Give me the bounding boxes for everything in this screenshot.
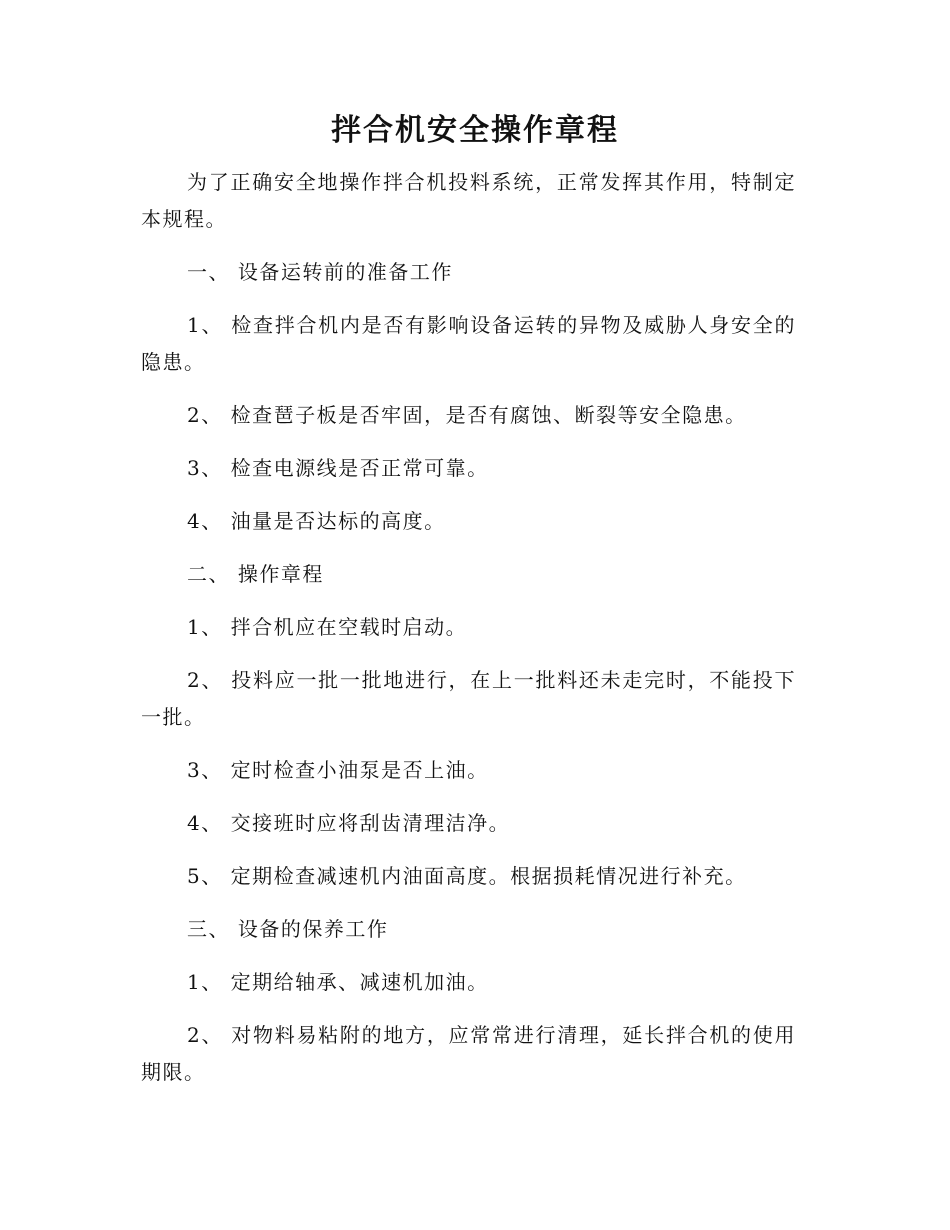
list-item: 4、 交接班时应将刮齿清理洁净。 [187, 811, 511, 835]
list-item: 3、 检查电源线是否正常可靠。 [187, 456, 489, 480]
document-title: 拌合机安全操作章程 [331, 113, 619, 148]
list-item: 1、 拌合机应在空载时启动。 [187, 615, 468, 639]
list-item: 2、 投料应一批一批地进行，在上一批料还未走完时，不能投下一批。 [141, 668, 796, 729]
section-heading-1: 一、 设备运转前的准备工作 [187, 260, 453, 284]
list-item: 3、 定时检查小油泵是否上油。 [187, 758, 489, 782]
paragraph-intro: 为了正确安全地操作拌合机投料系统，正常发挥其作用，特制定本规程。 [141, 170, 796, 231]
section-heading-3: 三、 设备的保养工作 [187, 917, 389, 941]
section-heading-2: 二、 操作章程 [187, 562, 324, 586]
document-body [141, 164, 796, 1107]
list-item: 1、 检查拌合机内是否有影响设备运转的异物及威胁人身安全的隐患。 [141, 313, 796, 374]
list-item: 2、 对物料易粘附的地方，应常常进行清理，延长拌合机的使用期限。 [141, 1023, 796, 1084]
list-item: 5、 定期检查减速机内油面高度。根据损耗情况进行补充。 [187, 864, 747, 888]
list-item: 4、 油量是否达标的高度。 [187, 509, 446, 533]
list-item: 2、 检查琶子板是否牢固，是否有腐蚀、断裂等安全隐患。 [187, 403, 747, 427]
list-item: 1、 定期给轴承、减速机加油。 [187, 970, 489, 994]
